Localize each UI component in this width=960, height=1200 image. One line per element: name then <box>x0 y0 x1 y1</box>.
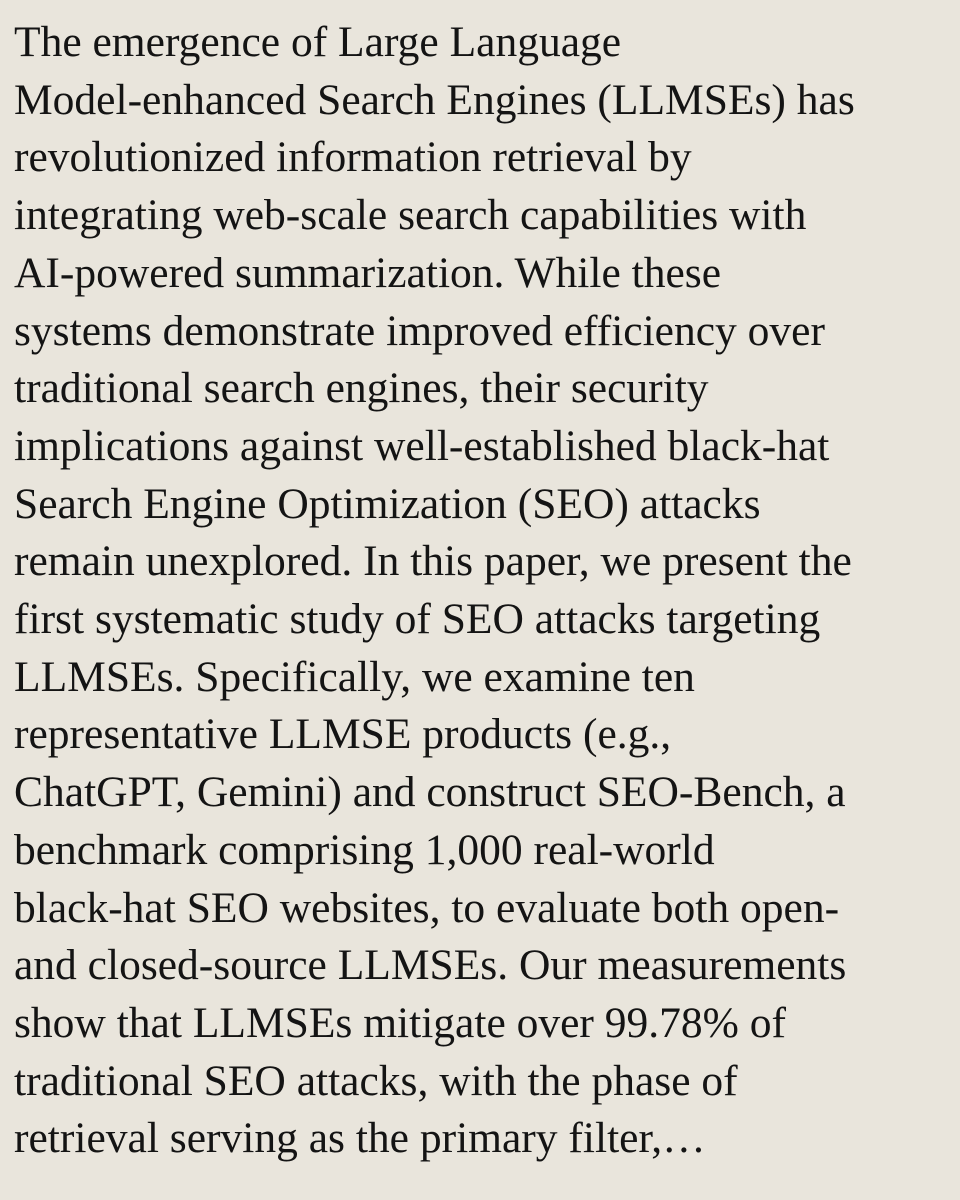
abstract-line: and closed-source LLMSEs. Our measurements <box>14 941 847 990</box>
abstract-line: AI-powered summarization. While these <box>14 248 722 297</box>
abstract-line: The emergence of Large Language <box>14 18 622 66</box>
abstract-line: Search Engine Optimization (SEO) attacks <box>14 479 761 528</box>
abstract-line: implications against well-established black-hat <box>14 421 830 470</box>
abstract-line: traditional SEO attacks, with the phase of <box>14 1056 738 1105</box>
abstract-line: integrating web-scale search capabilities with <box>14 191 807 240</box>
abstract-line: remain unexplored. In this paper, we present the <box>14 537 852 586</box>
abstract-line: first systematic study of SEO attacks targeting <box>14 595 821 644</box>
abstract-line: Model-enhanced Search Engines (LLMSEs) has <box>14 75 855 124</box>
abstract-line: ChatGPT, Gemini) and construct SEO-Bench, a <box>14 768 846 817</box>
abstract-text <box>14 14 954 1168</box>
abstract-line: retrieval serving as the primary filter,… <box>14 1114 706 1163</box>
abstract-line: systems demonstrate improved efficiency over <box>14 306 825 355</box>
abstract-line: traditional search engines, their security <box>14 364 709 413</box>
abstract-line: black-hat SEO websites, to evaluate both open- <box>14 883 840 932</box>
abstract-line: representative LLMSE products (e.g., <box>14 710 672 759</box>
abstract-line: benchmark comprising 1,000 real-world <box>14 825 715 874</box>
abstract-line: revolutionized information retrieval by <box>14 133 692 182</box>
abstract-line: LLMSEs. Specifically, we examine ten <box>14 652 695 701</box>
abstract-line: show that LLMSEs mitigate over 99.78% of <box>14 998 787 1047</box>
